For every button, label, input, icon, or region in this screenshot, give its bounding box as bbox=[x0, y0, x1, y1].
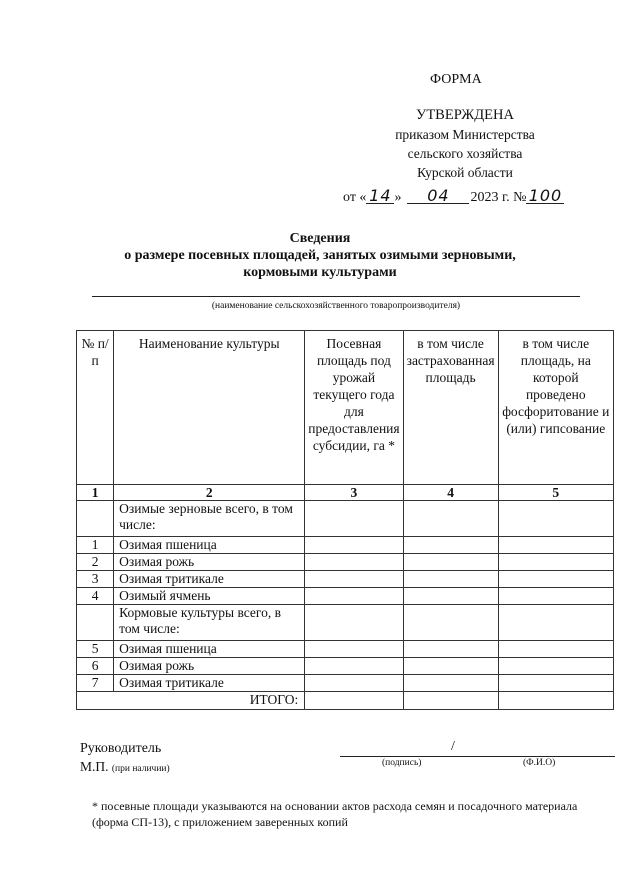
phosphorite-cell[interactable] bbox=[498, 605, 613, 641]
phosphorite-cell[interactable] bbox=[498, 554, 613, 571]
signature-separator: / bbox=[451, 739, 455, 754]
insured-cell[interactable] bbox=[403, 658, 498, 675]
area-cell[interactable] bbox=[305, 554, 403, 571]
order-month: 04 bbox=[407, 188, 469, 204]
table-row bbox=[77, 658, 614, 675]
insured-cell[interactable] bbox=[403, 501, 498, 537]
table-row bbox=[77, 571, 614, 588]
footnote: * посевные площади указываются на основании актов расхода семян и посадочного материала (форма СП-13), с приложением заверенных копий bbox=[92, 799, 578, 829]
order-number: 100 bbox=[526, 188, 564, 204]
phosphorite-cell[interactable] bbox=[498, 658, 613, 675]
row-number: 6 bbox=[77, 658, 114, 675]
area-cell[interactable] bbox=[305, 605, 403, 641]
area-cell[interactable] bbox=[305, 501, 403, 537]
table-row bbox=[77, 641, 614, 658]
crop-name: Озимые зерновые всего, в том числе: bbox=[114, 501, 305, 537]
phosphorite-cell[interactable] bbox=[498, 588, 613, 605]
crop-name: Озимая рожь bbox=[114, 658, 305, 675]
fio-caption: (Ф.И.О) bbox=[523, 758, 556, 768]
row-number: 3 bbox=[77, 571, 114, 588]
crop-name: Озимая тритикале bbox=[114, 675, 305, 692]
mp-label: М.П. bbox=[80, 759, 109, 774]
total-phosphorite-cell[interactable] bbox=[498, 692, 613, 710]
area-cell[interactable] bbox=[305, 588, 403, 605]
total-row bbox=[77, 692, 614, 710]
signature-caption: (подпись) bbox=[382, 758, 422, 768]
order-day: 14 bbox=[366, 188, 394, 204]
phosphorite-cell[interactable] bbox=[498, 641, 613, 658]
order-line bbox=[343, 188, 564, 206]
table-row bbox=[77, 501, 614, 537]
title-line: Сведения bbox=[289, 231, 351, 246]
signature-field[interactable] bbox=[340, 756, 615, 757]
crop-name: Кормовые культуры всего, в том числе: bbox=[114, 605, 305, 641]
table-row bbox=[77, 554, 614, 571]
total-label: ИТОГО: bbox=[77, 692, 305, 710]
title-line: кормовыми культурами bbox=[243, 265, 397, 280]
area-cell[interactable] bbox=[305, 658, 403, 675]
phosphorite-cell[interactable] bbox=[498, 537, 613, 554]
row-number bbox=[77, 605, 114, 641]
column-number-row bbox=[77, 485, 614, 501]
order-from-label: от « bbox=[343, 190, 367, 205]
table-row bbox=[77, 605, 614, 641]
row-number bbox=[77, 501, 114, 537]
insured-cell[interactable] bbox=[403, 641, 498, 658]
crop-name: Озимый ячмень bbox=[114, 588, 305, 605]
insured-cell[interactable] bbox=[403, 675, 498, 692]
crop-name: Озимая пшеница bbox=[114, 537, 305, 554]
table-row bbox=[77, 675, 614, 692]
insured-cell[interactable] bbox=[403, 554, 498, 571]
row-number: 1 bbox=[77, 537, 114, 554]
approved-line: Курской области bbox=[417, 165, 513, 180]
form-label: ФОРМА bbox=[430, 72, 482, 87]
table-row bbox=[77, 537, 614, 554]
col-number: 5 bbox=[498, 485, 613, 501]
mp-note: (при наличии) bbox=[111, 764, 170, 774]
approval-block bbox=[370, 106, 560, 182]
col-header-area: Посевная площадь под урожай текущего года для предоставления субсидии, га * bbox=[305, 331, 403, 485]
insured-cell[interactable] bbox=[403, 588, 498, 605]
phosphorite-cell[interactable] bbox=[498, 675, 613, 692]
col-header-insured: в том числе застрахованная площадь bbox=[403, 331, 498, 485]
document-title bbox=[70, 230, 570, 281]
head-label: Руководитель bbox=[80, 741, 162, 756]
row-number: 5 bbox=[77, 641, 114, 658]
area-cell[interactable] bbox=[305, 675, 403, 692]
insured-cell[interactable] bbox=[403, 571, 498, 588]
approved-label: УТВЕРЖДЕНА bbox=[416, 107, 514, 123]
area-cell[interactable] bbox=[305, 641, 403, 658]
total-area-cell[interactable] bbox=[305, 692, 403, 710]
approved-line: сельского хозяйства bbox=[407, 146, 523, 161]
row-number: 4 bbox=[77, 588, 114, 605]
col-number: 2 bbox=[114, 485, 305, 501]
order-mid-label: » bbox=[394, 190, 402, 205]
table-header-row bbox=[77, 331, 614, 485]
producer-name-field[interactable] bbox=[92, 296, 580, 297]
total-insured-cell[interactable] bbox=[403, 692, 498, 710]
phosphorite-cell[interactable] bbox=[498, 501, 613, 537]
crop-name: Озимая тритикале bbox=[114, 571, 305, 588]
row-number: 7 bbox=[77, 675, 114, 692]
col-header-crop: Наименование культуры bbox=[114, 331, 305, 485]
title-line: о размере посевных площадей, занятых озимыми зерновыми, bbox=[124, 248, 516, 263]
row-number: 2 bbox=[77, 554, 114, 571]
crop-name: Озимая рожь bbox=[114, 554, 305, 571]
stamp-line bbox=[80, 759, 170, 775]
approved-line: приказом Министерства bbox=[395, 127, 535, 142]
area-cell[interactable] bbox=[305, 537, 403, 554]
phosphorite-cell[interactable] bbox=[498, 571, 613, 588]
producer-caption: (наименование сельскохозяйственного товаропроизводителя) bbox=[211, 301, 461, 311]
crops-table bbox=[76, 330, 614, 710]
col-number: 3 bbox=[305, 485, 403, 501]
col-number: 4 bbox=[403, 485, 498, 501]
col-header-phosphorite: в том числе площадь, на которой проведено фосфоритование и (или) гипсование bbox=[498, 331, 613, 485]
order-year-label: 2023 г. № bbox=[470, 190, 527, 205]
insured-cell[interactable] bbox=[403, 605, 498, 641]
area-cell[interactable] bbox=[305, 571, 403, 588]
insured-cell[interactable] bbox=[403, 537, 498, 554]
col-number: 1 bbox=[77, 485, 114, 501]
table-row bbox=[77, 588, 614, 605]
crop-name: Озимая пшеница bbox=[114, 641, 305, 658]
col-header-number: № п/п bbox=[77, 331, 114, 485]
